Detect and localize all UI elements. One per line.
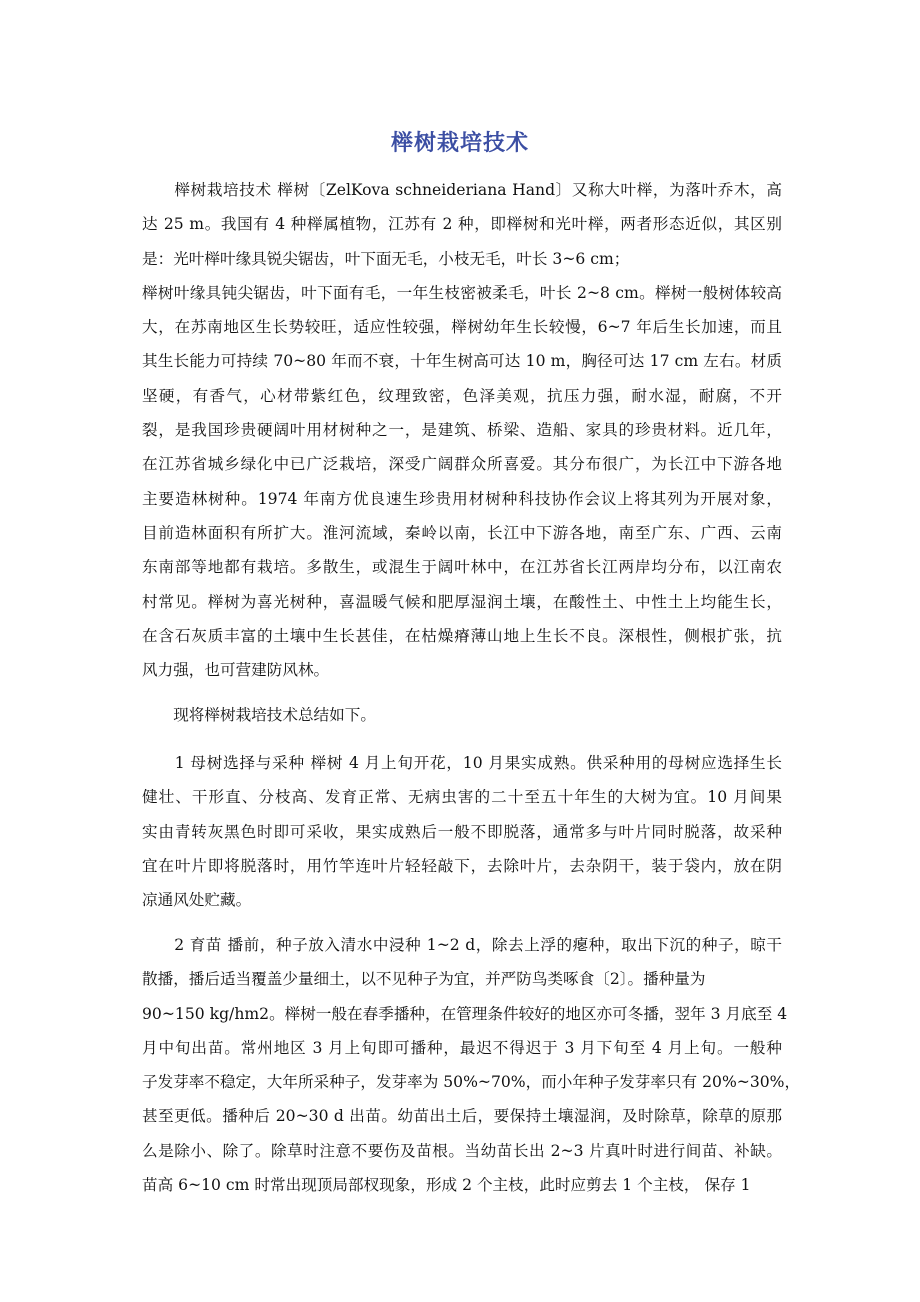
paragraph [142,173,782,687]
paragraph [142,746,782,917]
text-line: 东南部等地都有栽培。多散生，或混生于阔叶林中，在江苏省长江两岸均分布，以江南农 [142,558,782,577]
text-line: 榉树栽培技术 榉树〔ZelKova schneideriana Hand〕又称大叶榉，为落叶乔木，高 [142,181,782,199]
text-line: 散播，播后适当覆盖少量细土，以不见种子为宜，并严防鸟类啄食〔2〕。播种量为 [142,970,706,989]
text-line: 么是除小、除了。除草时注意不要伤及苗根。当幼苗长出 2~3 片真叶时进行间苗、补缺。 [142,1141,782,1160]
text-line: 宜在叶片即将脱落时，用竹竿连叶片轻轻敲下，去除叶片，去杂阴干，装于袋内，放在阴 [142,856,782,875]
text-line: 风力强，也可营建防风林。 [142,661,330,680]
text-line: 1 母树选择与采种 榉树 4 月上旬开花，10 月果实成熟。供采种用的母树应选择生长 [142,754,782,772]
text-line: 坚硬，有香气，心材带紫红色，纹理致密，色泽美观，抗压力强，耐水湿，耐腐，不开 [142,386,782,405]
text-line: 月中旬出苗。常州地区 3 月上旬即可播种，最迟不得迟于 3 月下旬至 4 月上旬。一般种 [142,1038,782,1057]
paragraph [142,698,782,732]
text-line: 榉树叶缘具钝尖锯齿，叶下面有毛，一年生枝密被柔毛，叶长 2~8 cm。榉树一般树体较高 [142,283,782,302]
text-line: 其生长能力可持续 70~80 年而不衰，十年生树高可达 10 m，胸径可达 17 cm 左右。材质 [142,352,782,371]
text-line: 甚至更低。播种后 20~30 d 出苗。幼苗出土后，要保持土壤湿润，及时除草，除草的原那 [142,1107,782,1126]
text-line: 90~150 kg/hm2。榉树一般在春季播种，在管理条件较好的地区亦可冬播，翌年 3 月底至 4 [142,1004,788,1023]
text-line: 在含石灰质丰富的土壤中生长甚佳，在枯燥瘠薄山地上生长不良。深根性，侧根扩张，抗 [142,626,782,645]
text-line: 现将榉树栽培技术总结如下。 [142,706,376,724]
text-line: 裂，是我国珍贵硬阔叶用材树种之一，是建筑、桥梁、造船、家具的珍贵材料。近几年， [142,421,782,440]
text-line: 2 育苗 播前，种子放入清水中浸种 1~2 d，除去上浮的瘪种，取出下沉的种子，晾干 [142,936,782,954]
text-line: 村常见。榉树为喜光树种，喜温暖气候和肥厚湿润土壤，在酸性土、中性土上均能生长， [142,592,782,611]
text-line: 健壮、干形直、分枝高、发育正常、无病虫害的二十至五十年生的大树为宜。10 月间果 [142,788,782,807]
text-line: 大，在苏南地区生长势较旺，适应性较强，榉树幼年生长较慢，6~7 年后生长加速，而且 [142,318,782,337]
document-title: 榉树栽培技术 [390,130,529,156]
text-line: 是：光叶榉叶缘具锐尖锯齿，叶下面无毛，小枝无毛，叶长 3~6 cm； [142,249,630,268]
text-line: 达 25 m。我国有 4 种榉属植物，江苏有 2 种，即榉树和光叶榉，两者形态近似，其区别 [142,215,782,234]
paragraph [142,928,801,1202]
text-line: 在江苏省城乡绿化中已广泛栽培，深受广阔群众所喜爱。其分布很广，为长江中下游各地 [142,455,782,474]
text-line: 目前造林面积有所扩大。淮河流域，秦岭以南，长江中下游各地，南至广东、广西、云南 [142,523,782,542]
text-line: 主要造林树种。1974 年南方优良速生珍贵用材树种科技协作会议上将其列为开展对象， [142,489,782,508]
text-line: 实由青转灰黑色时即可采收，果实成熟后一般不即脱落，通常多与叶片同时脱落，故采种 [142,822,782,841]
text-line: 苗高 6~10 cm 时常出现顶局部杈现象，形成 2 个主枝，此时应剪去 1 个主枝， 保存 1 [142,1176,751,1195]
text-line: 凉通风处贮藏。 [142,891,252,910]
text-line: 子发芽率不稳定，大年所采种子，发芽率为 50%~70%，而小年种子发芽率只有 20%~30%， [142,1073,801,1092]
